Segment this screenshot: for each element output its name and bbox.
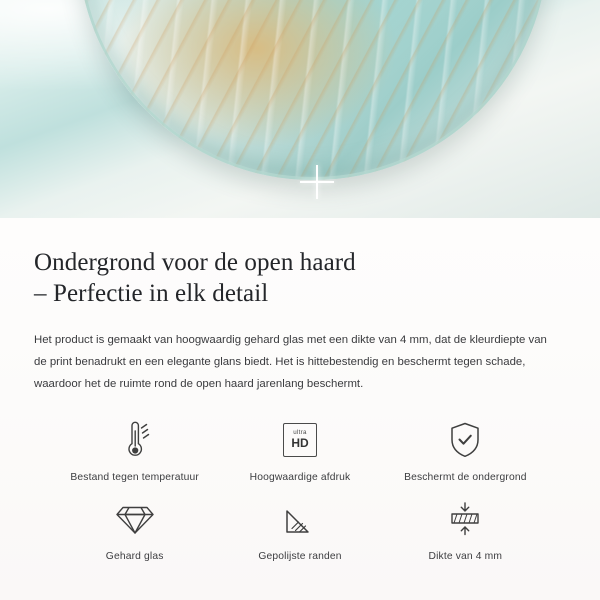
content-area bbox=[0, 218, 600, 562]
feature-label: Bestand tegen temperatuur bbox=[70, 471, 199, 483]
description-paragraph: Het product is gemaakt van hoogwaardig gehard glas met een dikte van 4 mm, dat de kleurdiepte van de print benadrukt en een elegante glans biedt. Het is hittebestendig en beschermt tegen schade, waardoor het de ruimte rond de open haard jarenlang beschermt. bbox=[34, 334, 547, 391]
feature-item-polished-edges bbox=[217, 497, 382, 562]
feature-grid bbox=[34, 418, 566, 562]
headline-line-1: Ondergrond voor de open haard bbox=[34, 249, 356, 276]
thermometer-icon bbox=[115, 418, 155, 462]
feature-label: Beschermt de ondergrond bbox=[404, 471, 527, 483]
round-glass-panel bbox=[78, 0, 548, 180]
polished-edges-icon bbox=[282, 497, 318, 541]
feature-label: Gepolijste randen bbox=[258, 550, 342, 562]
feature-item-surface-protection bbox=[383, 418, 548, 483]
feature-label: Gehard glas bbox=[105, 550, 164, 562]
page-title bbox=[34, 248, 566, 309]
shield-check-icon bbox=[448, 418, 482, 462]
ultra-hd-badge-top: ultra bbox=[293, 429, 307, 437]
headline-line-2: – Perfectie in elk detail bbox=[34, 279, 269, 307]
ultra-hd-icon bbox=[283, 418, 317, 462]
hero-image bbox=[0, 0, 600, 218]
feature-label: Dikte van 4 mm bbox=[428, 550, 503, 562]
feature-label: Hoogwaardige afdruk bbox=[249, 471, 351, 483]
feature-item-temperature bbox=[52, 418, 217, 483]
ultra-hd-badge-bottom: HD bbox=[291, 436, 309, 451]
feature-item-thickness bbox=[383, 497, 548, 562]
feature-item-tempered-glass bbox=[52, 497, 217, 562]
thickness-arrows-icon bbox=[445, 497, 485, 541]
feature-item-print-quality bbox=[217, 418, 382, 483]
diamond-icon bbox=[115, 497, 155, 541]
